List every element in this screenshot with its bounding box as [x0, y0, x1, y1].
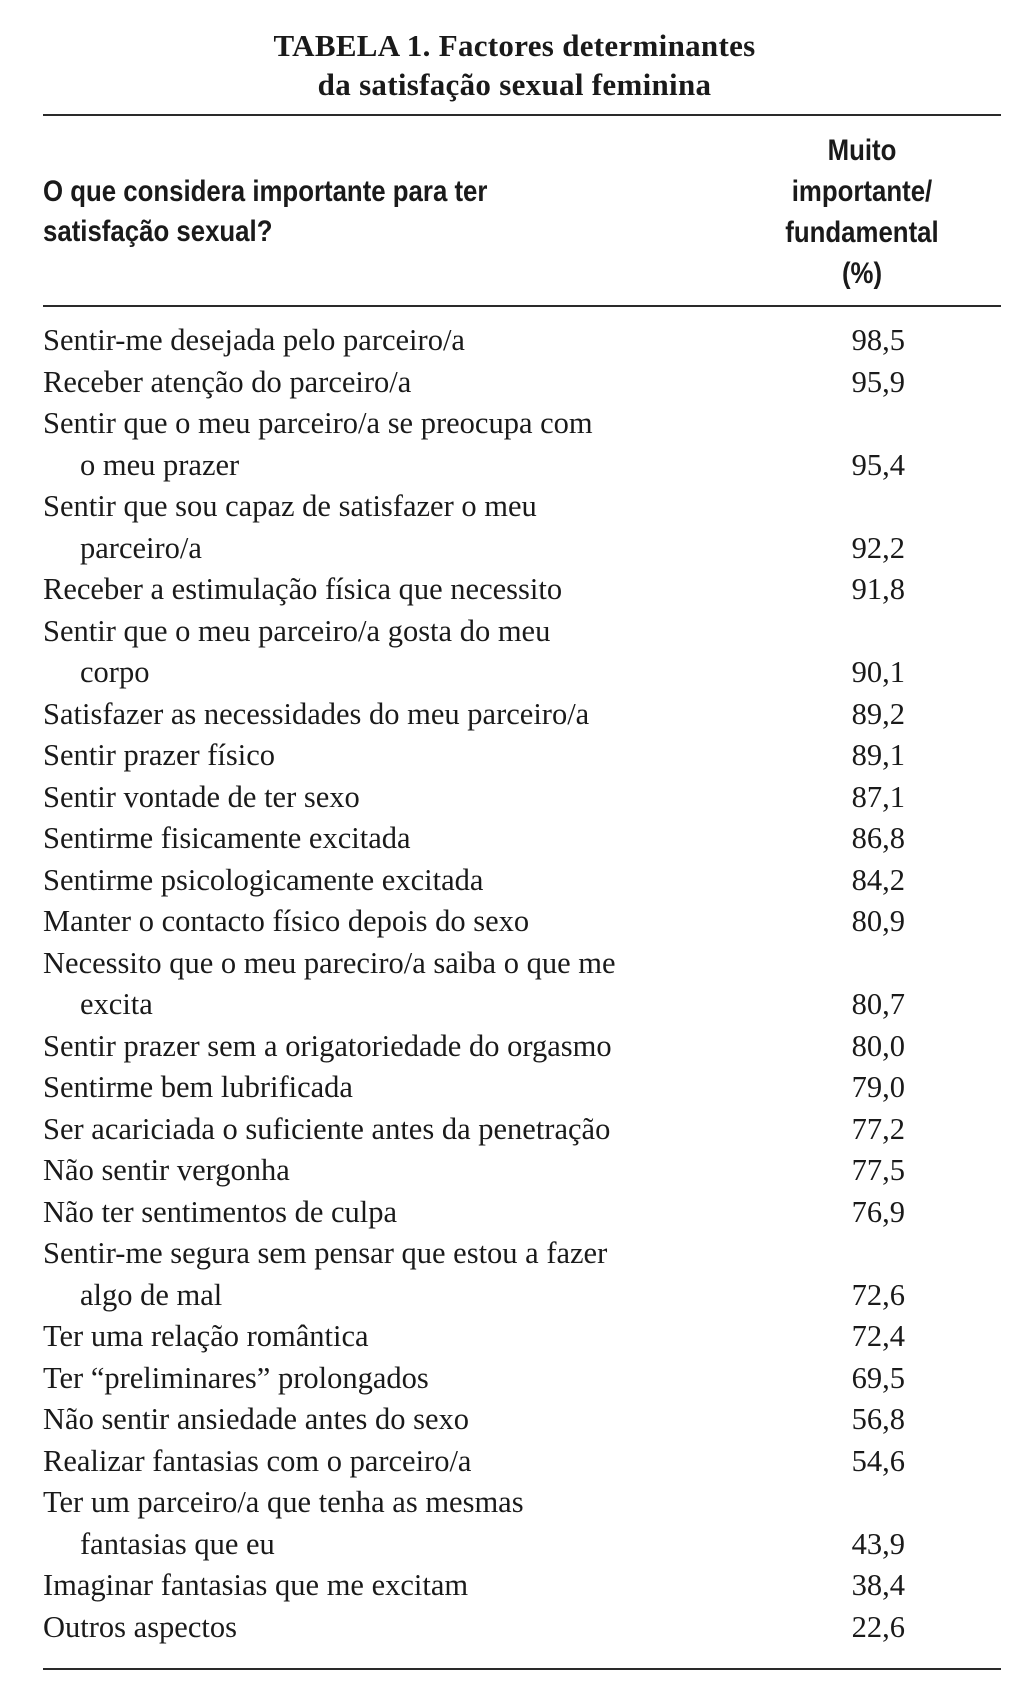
header-rule — [43, 305, 1001, 307]
row-label: Sentirme fisicamente excitada — [43, 821, 411, 855]
row-label: Ter uma relação romântica — [43, 1319, 369, 1353]
row-value: 77,2 — [851, 1111, 905, 1146]
row-label: Sentir prazer sem a origatoriedade do orgasmo — [43, 1028, 612, 1063]
row-label: Outros aspectos — [43, 1609, 237, 1644]
row-value: 95,9 — [851, 364, 905, 399]
question-header-line-2: satisfação sexual? — [43, 215, 273, 248]
bottom-rule — [43, 1668, 1001, 1670]
table-row — [43, 777, 905, 819]
table-row — [43, 1441, 905, 1483]
table-row — [43, 1399, 905, 1441]
row-label: Sentir vontade de ter sexo — [43, 779, 360, 814]
row-label: Sentirme bem lubrificada — [43, 1070, 353, 1104]
value-header-line-4: (%) — [841, 257, 883, 290]
row-label: Sentir que o meu parceiro/a gosta do meu — [43, 613, 551, 648]
row-value: 89,1 — [851, 738, 905, 772]
row-value: 90,1 — [851, 655, 905, 689]
row-label: Necessito que o meu pareciro/a saiba o que me — [43, 945, 616, 980]
row-value: 80,9 — [851, 904, 905, 938]
table-row — [43, 611, 905, 694]
table-row — [43, 818, 905, 860]
top-rule — [43, 114, 1001, 116]
row-label-continuation: excita — [80, 987, 153, 1021]
row-value: 43,9 — [851, 1526, 905, 1561]
row-value: 22,6 — [851, 1609, 905, 1644]
row-label: Satisfazer as necessidades do meu parceiro/a — [43, 696, 590, 731]
table-row — [43, 569, 905, 611]
table-row — [43, 320, 905, 362]
row-label: Ser acariciada o suficiente antes da penetração — [43, 1111, 611, 1146]
row-value: 89,2 — [851, 696, 905, 731]
row-value: 72,4 — [851, 1319, 905, 1353]
table-row — [43, 860, 905, 902]
table-row — [43, 1316, 905, 1358]
table-row — [43, 1026, 905, 1068]
row-value: 91,8 — [851, 572, 905, 606]
table-row — [43, 694, 905, 736]
row-label: Receber a estimulação física que necessito — [43, 572, 563, 606]
question-header-line-1: O que considera importante para ter — [43, 175, 488, 208]
table-row — [43, 1482, 905, 1565]
table-row — [43, 1150, 905, 1192]
row-value: 98,5 — [851, 323, 905, 357]
row-label: Manter o contacto físico depois do sexo — [43, 904, 530, 938]
value-header-line-2: importante/ — [791, 175, 933, 208]
row-label: Ter um parceiro/a que tenha as mesmas — [43, 1485, 524, 1519]
table-row — [43, 943, 905, 1026]
value-header-line-3: fundamental — [785, 216, 939, 249]
row-value: 77,5 — [851, 1153, 905, 1187]
row-value: 87,1 — [851, 779, 905, 814]
row-label: Sentir que sou capaz de satisfazer o meu — [43, 489, 537, 523]
table-row — [43, 1358, 905, 1400]
table-title-line-2: da satisfação sexual feminina — [317, 67, 712, 102]
row-label: Sentir-me desejada pelo parceiro/a — [43, 323, 465, 357]
table-row — [43, 901, 905, 943]
row-value: 76,9 — [851, 1194, 905, 1229]
row-value: 38,4 — [851, 1568, 905, 1602]
row-label: Não sentir ansiedade antes do sexo — [43, 1402, 470, 1436]
row-label-continuation: parceiro/a — [80, 530, 202, 565]
row-value: 80,0 — [851, 1028, 905, 1063]
row-value: 92,2 — [851, 530, 905, 565]
table-row — [43, 1067, 905, 1109]
row-label: Sentir-me segura sem pensar que estou a fazer — [43, 1236, 608, 1270]
row-value: 80,7 — [851, 987, 905, 1021]
row-label-continuation: corpo — [80, 655, 150, 689]
value-column-header — [776, 130, 948, 294]
table-row — [43, 1233, 905, 1316]
question-column-header — [43, 172, 576, 252]
row-value: 72,6 — [851, 1277, 905, 1312]
table-row — [43, 1192, 905, 1234]
table-title — [0, 26, 1029, 104]
row-value: 95,4 — [851, 447, 905, 482]
table-body — [43, 320, 905, 1648]
row-label: Ter “preliminares” prolongados — [43, 1360, 429, 1395]
row-label: Receber atenção do parceiro/a — [43, 364, 412, 399]
table-row — [43, 362, 905, 404]
row-label: Imaginar fantasias que me excitam — [43, 1568, 469, 1602]
row-value: 79,0 — [851, 1070, 905, 1104]
row-value: 56,8 — [851, 1402, 905, 1436]
row-label: Não sentir vergonha — [43, 1153, 290, 1187]
table-row — [43, 403, 905, 486]
table-row — [43, 486, 905, 569]
row-label-continuation: fantasias que eu — [80, 1526, 275, 1561]
table-row — [43, 1565, 905, 1607]
table-row — [43, 1607, 905, 1649]
row-label: Não ter sentimentos de culpa — [43, 1194, 398, 1229]
row-value: 86,8 — [851, 821, 905, 855]
row-value: 69,5 — [851, 1360, 905, 1395]
table-title-line-1: TABELA 1. Factores determinantes — [273, 28, 756, 63]
row-label-continuation: algo de mal — [80, 1277, 223, 1312]
row-value: 84,2 — [851, 862, 905, 897]
row-value: 54,6 — [851, 1443, 905, 1478]
row-label: Sentir que o meu parceiro/a se preocupa com — [43, 406, 593, 440]
value-header-line-1: Muito — [827, 134, 897, 167]
table-row — [43, 1109, 905, 1151]
row-label: Sentir prazer físico — [43, 738, 276, 772]
row-label-continuation: o meu prazer — [80, 447, 240, 482]
table-row — [43, 735, 905, 777]
row-label: Realizar fantasias com o parceiro/a — [43, 1443, 472, 1478]
row-label: Sentirme psicologicamente excitada — [43, 862, 484, 897]
